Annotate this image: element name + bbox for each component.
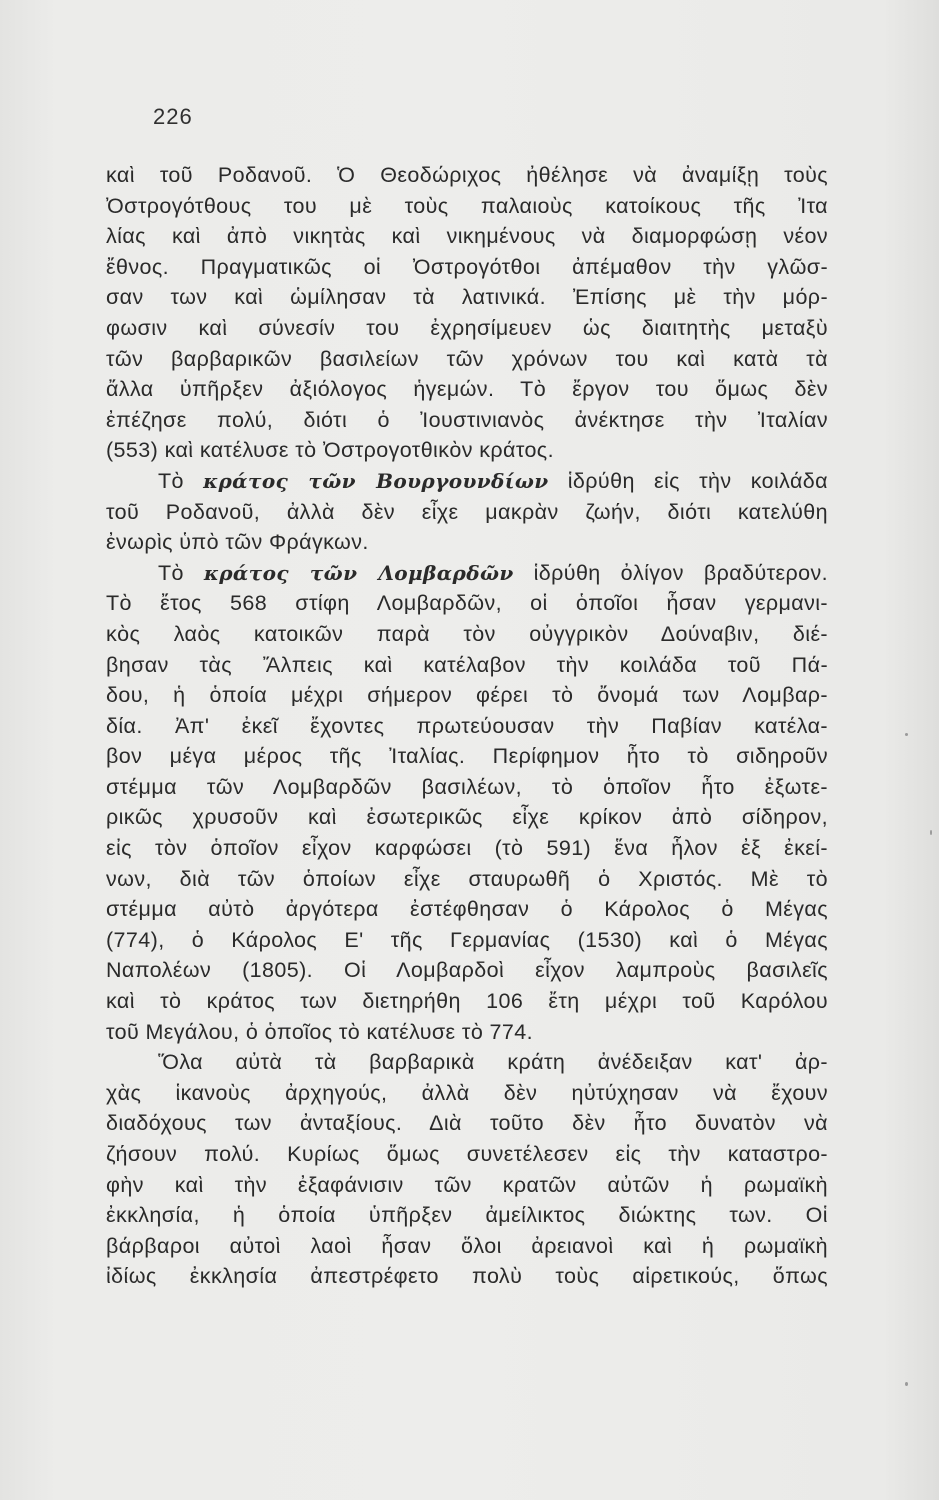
- text-line: ἔθνος. Πραγματικῶς οἱ Ὀστρογότθοι ἀπέμαθον τὴν γλῶσ-: [106, 254, 828, 279]
- text-line: τοῦ Μεγάλου, ὁ ὁποῖος τὸ κατέλυσε τὸ 774.: [106, 1019, 533, 1044]
- text-line: [106, 558, 828, 589]
- line-text: ἱδρύθη εἰς τὴν κοιλάδα: [548, 468, 828, 493]
- section-heading-term: κράτος τῶν Λομβαρδῶν: [203, 560, 514, 585]
- text-line: (553) καὶ κατέλυσε τὸ Ὀστρογοτθικὸν κράτος.: [106, 438, 554, 463]
- text-line: Τὸ ἔτος 568 στίφη Λομβαρδῶν, οἱ ὁποῖοι ἦσαν γερμανι-: [106, 591, 828, 616]
- text-line: ζήσουν πολύ. Κυρίως ὅμως συνετέλεσεν εἰς τὴν καταστρο-: [106, 1142, 828, 1166]
- text-line: ρικῶς χρυσοῦν καὶ ἐσωτερικῶς εἶχε κρίκον ἀπὸ σίδηρον,: [106, 805, 828, 830]
- text-line: φωσιν καὶ σύνεσίν του ἐχρησίμευεν ὡς διαιτητὴς μεταξὺ: [106, 315, 828, 340]
- page-speck: [905, 733, 908, 736]
- text-line: ἰδίως ἐκκλησία ἀπεστρέφετο πολὺ τοὺς αἱρετικούς, ὅπως: [106, 1264, 828, 1289]
- text-line: (774), ὁ Κάρολος Ε' τῆς Γερμανίας (1530) καὶ ὁ Μέγας: [106, 927, 828, 952]
- text-line: δου, ἡ ὁποία μέχρι σήμερον φέρει τὸ ὄνομά των Λομβαρ-: [106, 683, 828, 708]
- body-text: [106, 160, 828, 1292]
- text-line: Ναπολέων (1805). Οἱ Λομβαρδοὶ εἶχον λαμπροὺς βασιλεῖς: [106, 958, 828, 983]
- text-line: ἐκκλησία, ἡ ὁποία ὑπῆρξεν ἀμείλικτος διώκτης των. Οἱ: [106, 1203, 828, 1228]
- text-line: Ὀστρογότθους του μὲ τοὺς παλαιοὺς κατοίκους τῆς Ἰτα: [106, 193, 828, 218]
- line-text: ἱδρύθη ὀλίγον βραδύτερον.: [513, 560, 829, 585]
- text-line: στέμμα τῶν Λομβαρδῶν βασιλέων, τὸ ὁποῖον ἦτο ἐξωτε-: [106, 774, 828, 799]
- text-line: [106, 466, 828, 497]
- text-line: ἄλλα ὑπῆρξεν ἀξιόλογος ἡγεμών. Τὸ ἔργον του ὅμως δὲν: [106, 377, 828, 402]
- line-text: Τὸ: [158, 560, 204, 585]
- section-heading-term: κράτος τῶν Βουργουνδίων: [203, 468, 549, 493]
- text-line: καὶ τὸ κράτος των διετηρήθη 106 ἔτη μέχρι τοῦ Καρόλου: [106, 989, 828, 1014]
- text-line: βον μέγα μέρος τῆς Ἰταλίας. Περίφημον ἦτο τὸ σιδηροῦν: [106, 744, 828, 769]
- text-line: εἰς τὸν ὁποῖον εἶχον καρφώσει (τὸ 591) ἕνα ἧλον ἐξ ἐκεί-: [106, 836, 828, 861]
- text-line: βάρβαροι αὐτοὶ λαοὶ ἦσαν ὅλοι ἀρειανοὶ καὶ ἡ ρωμαϊκὴ: [106, 1233, 828, 1258]
- text-line: ἐνωρὶς ὑπὸ τῶν Φράγκων.: [106, 530, 369, 555]
- text-line: ἐπέζησε πολύ, διότι ὁ Ἰουστινιανὸς ἀνέκτησε τὴν Ἰταλίαν: [106, 407, 828, 432]
- text-line: χὰς ἱκανοὺς ἀρχηγούς, ἀλλὰ δὲν ηὐτύχησαν νὰ ἔχουν: [106, 1080, 828, 1105]
- text-line: τοῦ Ροδανοῦ, ἀλλὰ δὲν εἶχε μακρὰν ζωήν, διότι κατελύθη: [106, 499, 828, 524]
- text-line: τῶν βαρβαρικῶν βασιλείων τῶν χρόνων του καὶ κατὰ τὰ: [106, 346, 828, 371]
- text-line: δία. Ἀπ' ἐκεῖ ἔχοντες πρωτεύουσαν τὴν Παβίαν κατέλα-: [106, 713, 828, 738]
- page-number: 226: [153, 104, 193, 129]
- text-line: Ὅλα αὐτὰ τὰ βαρβαρικὰ κράτη ἀνέδειξαν κατ' ἀρ-: [158, 1050, 828, 1075]
- text-line: λίας καὶ ἀπὸ νικητὰς καὶ νικημένους νὰ διαμορφώσῃ νέον: [106, 224, 828, 249]
- page-speck: [930, 830, 932, 835]
- text-line: σαν των καὶ ὡμίλησαν τὰ λατινικά. Ἐπίσης μὲ τὴν μόρ-: [106, 285, 828, 310]
- text-line: φὴν καὶ τὴν ἐξαφάνισιν τῶν κρατῶν αὐτῶν ἡ ρωμαϊκὴ: [106, 1172, 828, 1197]
- line-text: Τὸ: [158, 468, 204, 493]
- page-speck: [905, 1382, 908, 1386]
- text-line: στέμμα αὐτὸ ἀργότερα ἐστέφθησαν ὁ Κάρολος ὁ Μέγας: [106, 897, 828, 922]
- text-line: νων, διὰ τῶν ὁποίων εἶχε σταυρωθῆ ὁ Χριστός. Μὲ τὸ: [106, 866, 828, 891]
- text-line: κὸς λαὸς κατοικῶν παρὰ τὸν οὐγγρικὸν Δούναβιν, διέ-: [106, 621, 828, 646]
- text-line: καὶ τοῦ Ροδανοῦ. Ὁ Θεοδώριχος ἠθέλησε νὰ ἀναμίξῃ τοὺς: [106, 163, 828, 187]
- text-line: διαδόχους των ἀνταξίους. Διὰ τοῦτο δὲν ἦτο δυνατὸν νὰ: [106, 1111, 828, 1136]
- text-line: βησαν τὰς Ἄλπεις καὶ κατέλαβον τὴν κοιλάδα τοῦ Πά-: [106, 652, 828, 677]
